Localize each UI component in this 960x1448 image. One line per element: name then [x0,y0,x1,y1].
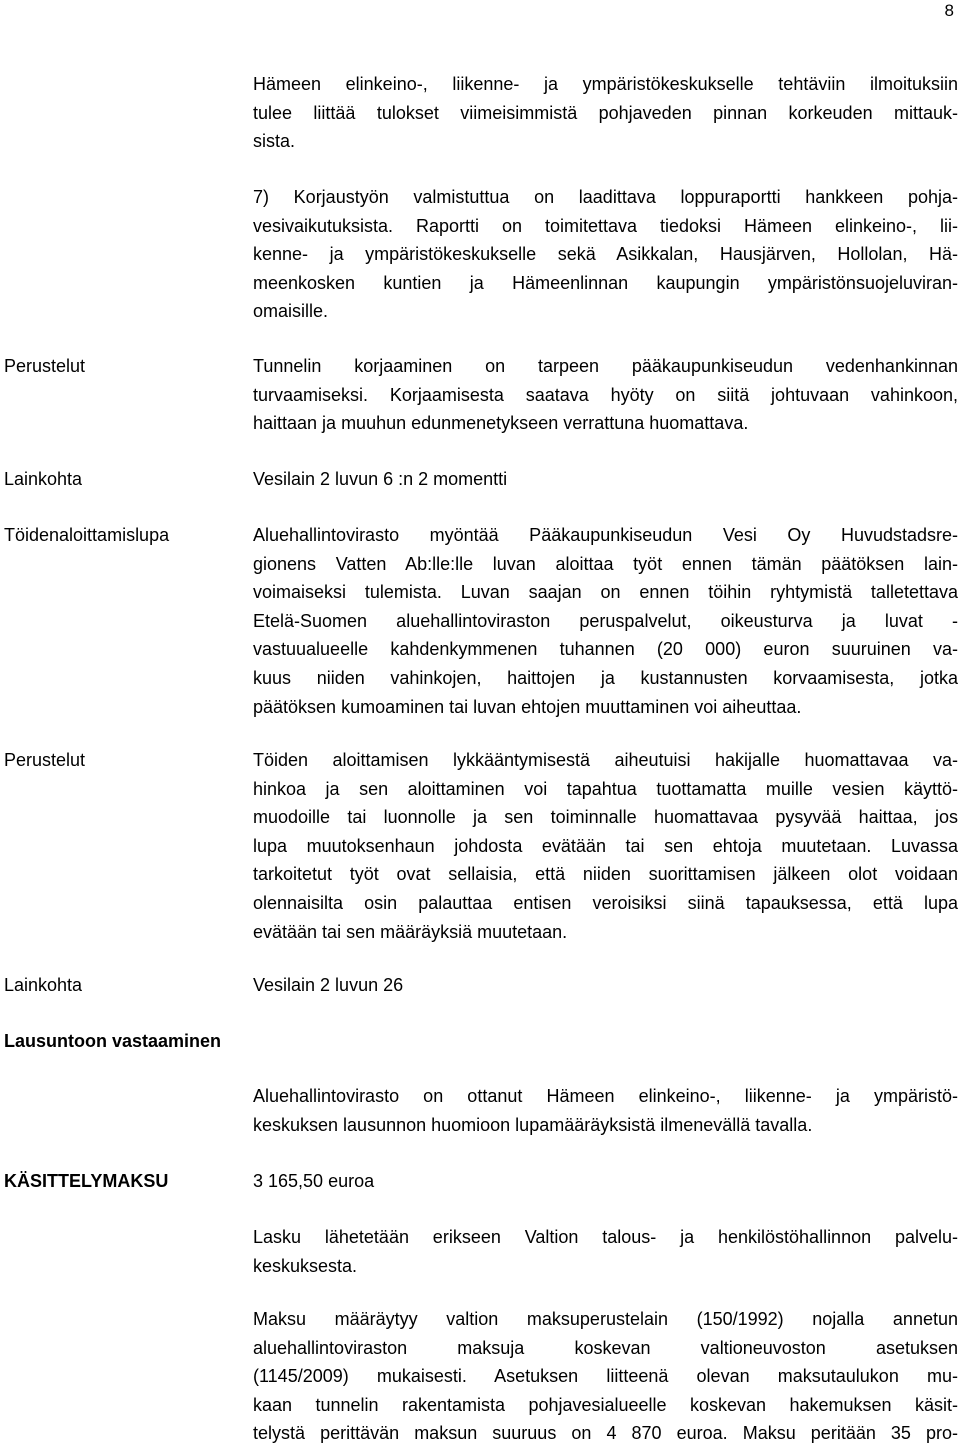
toidenaloittamislupa-label: Töidenaloittamislupa [4,525,170,545]
text-line: (1145/2009) mukaisesti. Asetuksen liitteenä olevan maksutaulukon mu- [253,1366,958,1387]
text-line: Tunnelin korjaaminen on tarpeen pääkaupunkiseudun vedenhankinnan [253,356,958,376]
kasittelymaksu-heading: KÄSITTELYMAKSU [4,1171,169,1191]
text-line: muodoille tai luonnolle ja sen toiminnalle huomattavaa pysyvää haittaa, jos [253,807,958,828]
text-line: hinkoa ja sen aloittaminen voi tapahtua tuottamatta muille vesien käyttö- [253,778,958,799]
text-line: Lasku lähetetään erikseen Valtion talous- ja henkilöstöhallinnon palvelu- [253,1227,958,1247]
text-line: tarkoitetut työt ovat sellaisia, että niiden suorittamisen jälkeen olot voidaan [253,864,958,885]
perustelut-label: Perustelut [4,356,86,376]
text-line: Hämeen elinkeino-, liikenne- ja ympäristökeskukselle tehtäviin ilmoituksiin [253,74,958,94]
text-line: Aluehallintovirasto myöntää Pääkaupunkiseudun Vesi Oy Huvudstadsre- [253,525,958,545]
lainkohta-text: Vesilain 2 luvun 26 [253,975,404,995]
lausuntoon-vastaaminen-paragraph [253,1082,958,1139]
fee-basis-paragraph [253,1305,958,1448]
kasittelymaksu-amount [253,1167,958,1196]
page-number: 8 [944,1,954,20]
text-line: sista. [253,131,296,152]
text-line: meenkosken kuntien ja Hämeenlinnan kaupungin ympäristönsuojeluviran- [253,272,958,293]
text-line: aluehallintoviraston maksuja koskevan valtioneuvoston asetuksen [253,1337,958,1358]
text-line: Töiden aloittamisen lykkääntymisestä aiheutuisi hakijalle huomattavaa va- [253,750,958,770]
text-line: haittaan ja muuhun edunmenetykseen verrattuna huomattava. [253,413,749,434]
lainkohta-label: Lainkohta [4,469,83,489]
text-line: vesivaikutuksista. Raportti on toimitettava tiedoksi Hämeen elinkeino-, lii- [253,215,958,236]
text-line: gionens Vatten Ab:lle:lle luvan aloittaa työt ennen tämän päätöksen lain- [253,553,958,574]
invoice-paragraph [253,1223,958,1280]
text-line: Maksu määräytyy valtion maksuperustelain (150/1992) nojalla annetun [253,1309,958,1329]
condition-7-paragraph [253,183,958,326]
perustelut-label: Perustelut [4,750,86,770]
fee-amount: 3 165,50 euroa [253,1171,375,1191]
text-line: Vesilain 2 luvun 6 :n 2 momentti [253,469,508,489]
lainkohta-text [253,465,958,494]
text-line: evätään tai sen määräyksiä muutetaan. [253,921,568,942]
intro-paragraph [253,70,958,156]
lainkohta-label: Lainkohta [4,975,83,995]
text-line: kaan tunnelin rakentamista pohjavesialueelle koskevan hakemuksen käsit- [253,1394,958,1415]
text-line: voimaiseksi tulemista. Luvan saajan on ennen töihin ryhtymistä talletettava [253,582,958,603]
text-line: kenne- ja ympäristökeskukselle sekä Asikkalan, Hausjärven, Hollolan, Hä- [253,244,958,265]
text-line: kuus niiden vahinkojen, haittojen ja kustannusten korvaamisesta, jotka [253,667,958,688]
text-line: 7) Korjaustyön valmistuttua on laadittava loppuraportti hankkeen pohja- [253,187,958,207]
text-line: telystä perittävän maksun suuruus on 4 870 euroa. Maksu peritään 35 pro- [253,1423,958,1444]
perustelut-paragraph [253,746,958,946]
text-line: omaisille. [253,301,329,322]
text-line: Etelä-Suomen aluehallintoviraston peruspalvelut, oikeusturva ja luvat - [253,610,958,631]
text-line: turvaamiseksi. Korjaamisesta saatava hyöty on siitä johtuvaan vahinkoon, [253,384,958,405]
text-line: lupa muutoksenhaun johdosta evätään tai sen ehtoja muutetaan. Luvassa [253,835,958,856]
text-line: olennaisilta osin palauttaa entisen veroisiksi siinä tapauksessa, että lupa [253,892,958,913]
text-line: vastuualueelle kahdenkymmenen tuhannen (20 000) euron suuruinen va- [253,639,958,660]
lainkohta-row [4,971,404,999]
text-line: keskuksesta. [253,1255,358,1276]
perustelut-paragraph [253,352,958,438]
text-line: keskuksen lausunnon huomioon lupamääräyksistä ilmenevällä tavalla. [253,1114,813,1135]
lausuntoon-vastaaminen-heading: Lausuntoon vastaaminen [4,1031,222,1051]
toidenaloittamislupa-paragraph [253,521,958,721]
text-line: päätöksen kumoaminen tai luvan ehtojen muuttaminen voi aiheuttaa. [253,696,802,717]
text-line: tulee liittää tulokset viimeisimmistä pohjaveden pinnan korkeuden mittauk- [253,102,958,123]
text-line: Aluehallintovirasto on ottanut Hämeen elinkeino-, liikenne- ja ympäristö- [253,1086,958,1106]
